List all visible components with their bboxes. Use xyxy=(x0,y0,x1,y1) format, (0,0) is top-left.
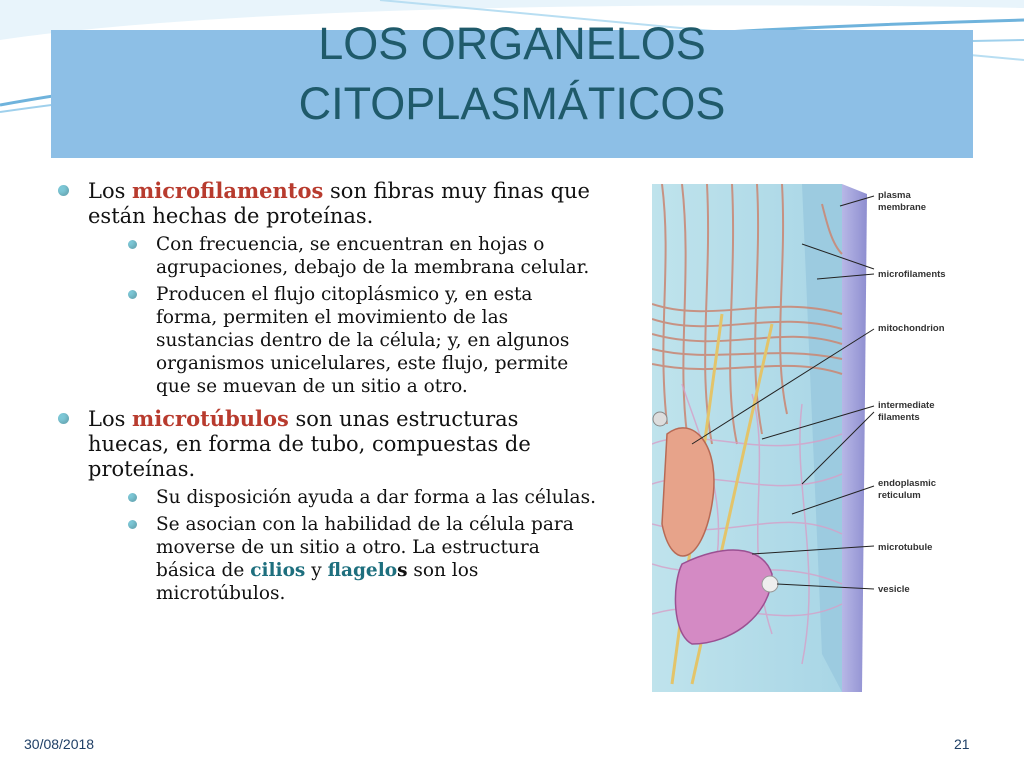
label-microfilaments: microfilaments xyxy=(878,269,946,280)
label-intermediate-2: filaments xyxy=(878,412,920,423)
bullet-microfilamentos xyxy=(58,178,598,398)
term-cilios: cilios xyxy=(250,560,306,581)
footer-date: 30/08/2018 xyxy=(24,736,95,752)
label-plasma-membrane-2: membrane xyxy=(878,202,927,213)
footer-page-number: 21 xyxy=(954,736,970,752)
cytoskeleton-illustration xyxy=(652,184,974,692)
sub-bullet xyxy=(128,283,598,398)
slide-title xyxy=(51,14,973,134)
sub-bullet-list xyxy=(128,233,598,398)
sub-bullet-text: Su disposición ayuda a dar forma a las células. xyxy=(156,487,596,508)
sub-bullet xyxy=(128,233,598,279)
sub-bullet-text: Se asocian con la habilidad de la célula para moverse de un sitio a otro. La estructura básica de cilios y flagelos son los microtúbulos. xyxy=(156,514,574,604)
label-microtubule: microtubule xyxy=(878,542,933,553)
label-vesicle: vesicle xyxy=(878,584,910,595)
bullet-text: Los microtúbulos son unas estructuras huecas, en forma de tubo, compuestas de proteínas. xyxy=(88,406,531,481)
sub-bullet xyxy=(128,486,598,509)
sub-bullet-list xyxy=(128,486,598,605)
sub-bullet-text: Con frecuencia, se encuentran en hojas o agrupaciones, debajo de la membrana celular. xyxy=(156,234,590,278)
bullet-dot-icon xyxy=(58,185,69,196)
term-flagelo: flagelo xyxy=(327,560,398,581)
slide-content xyxy=(58,178,598,611)
bullet-list xyxy=(58,178,598,605)
bullet-dot-icon xyxy=(128,520,137,529)
bullet-dot-icon xyxy=(58,413,69,424)
label-mitochondrion: mitochondrion xyxy=(878,323,945,334)
bullet-text: Los microfilamentos son fibras muy finas que están hechas de proteínas. xyxy=(88,178,590,228)
label-intermediate-1: intermediate xyxy=(878,400,935,411)
label-er-2: reticulum xyxy=(878,490,921,501)
term-microfilamentos: microfilamentos xyxy=(132,178,324,203)
sub-bullet xyxy=(128,513,598,605)
sub-bullet-text: Producen el flujo citoplásmico y, en esta forma, permiten el movimiento de las sustancias dentro de la célula; y, en algunos organismos unicelulares, este flujo, permite que se muevan de un sitio a otro. xyxy=(156,284,570,397)
bullet-dot-icon xyxy=(128,290,137,299)
label-er-1: endoplasmic xyxy=(878,478,937,489)
bullet-dot-icon xyxy=(128,493,137,502)
term-microtubulos: microtúbulos xyxy=(132,406,289,431)
bullet-microtubulos xyxy=(58,406,598,605)
slide-title-line1: LOS ORGANELOS xyxy=(318,18,706,69)
bullet-dot-icon xyxy=(128,240,137,249)
slide-title-line2: CITOPLASMÁTICOS xyxy=(298,78,726,129)
label-plasma-membrane-1: plasma xyxy=(878,190,911,201)
